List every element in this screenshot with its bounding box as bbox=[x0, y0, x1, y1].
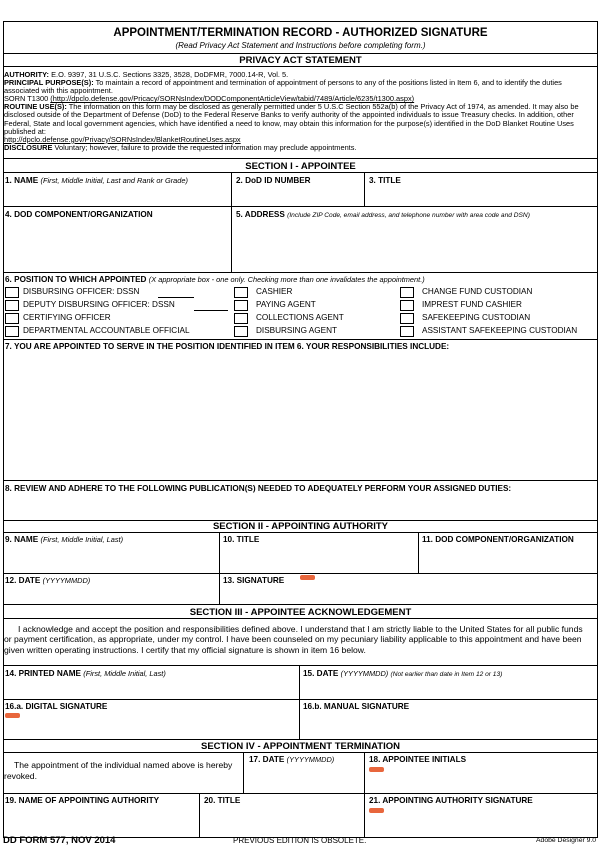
option-departmental-accountable-official: DEPARTMENTAL ACCOUNTABLE OFFICIAL bbox=[23, 326, 190, 335]
item15-date-label: 15. DATE (YYYYMMDD) (Not earlier than date in Item 12 or 13) bbox=[303, 669, 503, 678]
item19-authority-name-field[interactable] bbox=[6, 808, 196, 834]
checkbox-imprest-fund-cashier[interactable] bbox=[400, 300, 414, 311]
checkbox-cashier[interactable] bbox=[234, 287, 248, 298]
item8-publications-field[interactable] bbox=[6, 496, 594, 516]
disclosure-text: Voluntary; however, failure to provide the requested information may preclude appointments. bbox=[54, 142, 357, 152]
option-assistant-safekeeping-custodian: ASSISTANT SAFEKEEPING CUSTODIAN bbox=[422, 326, 578, 335]
section4-heading: SECTION IV - APPOINTMENT TERMINATION bbox=[201, 741, 400, 752]
routine-label: ROUTINE USE(S): bbox=[4, 102, 67, 112]
item14-printed-name-field[interactable] bbox=[6, 681, 296, 697]
dssn-line-2 bbox=[194, 310, 228, 311]
item18-initials-flag-icon[interactable] bbox=[369, 767, 384, 772]
item11-component-label: 11. DOD COMPONENT/ORGANIZATION bbox=[422, 535, 574, 544]
option-cashier: CASHIER bbox=[256, 287, 293, 296]
authority-label: AUTHORITY: bbox=[4, 70, 50, 79]
item12-date-field[interactable] bbox=[6, 588, 216, 602]
authority-text: E.O. 9397, 31 U.S.C. Sections 3325, 3528, DoDFMR, 7000.14-R, Vol. 5. bbox=[51, 70, 289, 79]
checkbox-safekeeping-custodian[interactable] bbox=[400, 313, 414, 324]
item2-dodid-field[interactable] bbox=[235, 188, 361, 204]
item21-signature-flag-icon[interactable] bbox=[369, 808, 384, 813]
form-number: DD FORM 577, NOV 2014 bbox=[3, 835, 116, 846]
item2-dodid-label: 2. DoD ID NUMBER bbox=[236, 176, 311, 185]
privacy-heading: PRIVACY ACT STATEMENT bbox=[239, 55, 362, 66]
dssn-line-1 bbox=[158, 297, 194, 298]
item16a-digital-signature-label: 16.a. DIGITAL SIGNATURE bbox=[5, 702, 108, 711]
item5-address-field[interactable] bbox=[235, 222, 594, 268]
privacy-statement bbox=[4, 71, 596, 152]
option-collections-agent: COLLECTIONS AGENT bbox=[256, 313, 344, 322]
option-imprest-fund-cashier: IMPREST FUND CASHIER bbox=[422, 300, 522, 309]
option-change-fund-custodian: CHANGE FUND CUSTODIAN bbox=[422, 287, 533, 296]
item4-component-label: 4. DOD COMPONENT/ORGANIZATION bbox=[5, 210, 153, 219]
item3-title-label: 3. TITLE bbox=[369, 176, 401, 185]
item17-date-label: 17. DATE (YYYYMMDD) bbox=[249, 755, 335, 764]
item18-initials-label: 18. APPOINTEE INITIALS bbox=[369, 755, 467, 764]
item16a-signature-flag-icon[interactable] bbox=[5, 713, 20, 718]
obsolete-notice: PREVIOUS EDITION IS OBSOLETE. bbox=[233, 836, 367, 845]
routine-link[interactable]: http://dpclo.defense.gov/Privacy/SORNsIndex/BlanketRoutineUses.aspx bbox=[4, 134, 241, 144]
item14-printed-name-label: 14. PRINTED NAME (First, Middle Initial, Last) bbox=[5, 669, 166, 678]
item1-name-field[interactable] bbox=[6, 188, 228, 204]
item20-title-field[interactable] bbox=[204, 808, 361, 834]
option-paying-agent: PAYING AGENT bbox=[256, 300, 316, 309]
form-subtitle: (Read Privacy Act Statement and Instructions before completing form.) bbox=[175, 41, 426, 50]
acknowledgement-text: I acknowledge and accept the position and responsibilities defined above. I understand that I am strictly liable to the United States for all public funds or payment certification, as appropriate, under my control. I have been counseled on my pecuniary liability applicable to this appointment and have been given written operating instructions. I certify that my official signature is shown in item 16 below. bbox=[4, 624, 583, 655]
designer-version: Adobe Designer 9.0 bbox=[536, 837, 597, 844]
checkbox-disbursing-officer[interactable] bbox=[5, 287, 19, 298]
section1-heading: SECTION I - APPOINTEE bbox=[245, 161, 356, 172]
item17-date-field[interactable] bbox=[249, 767, 361, 789]
option-disbursing-agent: DISBURSING AGENT bbox=[256, 326, 337, 335]
item10-title-field[interactable] bbox=[223, 547, 415, 569]
option-disbursing-officer: DISBURSING OFFICER: DSSN bbox=[23, 287, 140, 296]
checkbox-certifying-officer[interactable] bbox=[5, 313, 19, 324]
item7-responsibilities-label: 7. YOU ARE APPOINTED TO SERVE IN THE POSITION IDENTIFIED IN ITEM 6. YOUR RESPONSIBILITIES INCLUDE: bbox=[5, 342, 450, 351]
item16b-manual-signature-label: 16.b. MANUAL SIGNATURE bbox=[303, 702, 410, 711]
option-certifying-officer: CERTIFYING OFFICER bbox=[23, 313, 111, 322]
section2-heading: SECTION II - APPOINTING AUTHORITY bbox=[212, 521, 389, 532]
checkbox-disbursing-agent[interactable] bbox=[234, 326, 248, 337]
option-safekeeping-custodian: SAFEKEEPING CUSTODIAN bbox=[422, 313, 531, 322]
disclosure-label: DISCLOSURE bbox=[4, 142, 53, 152]
item13-signature-label: 13. SIGNATURE bbox=[223, 576, 285, 585]
section3-heading: SECTION III - APPOINTEE ACKNOWLEDGEMENT bbox=[189, 607, 412, 618]
routine-text: The information on this form may be disclosed as generally permitted under 5 U.S.C Section 552a(b) of the Privacy Act of 1974, as amended. It may also be disclosed outside of the Department of Defense (DoD) to the Federal Reserve Banks to verify authority of the appointed individuals to issue Treasury checks. In addition, other Federal, State and local government agencies, which have identified a need to know, may obtain this information for the purpose(s) identified in the DoD Blanket Routine Uses published at: bbox=[4, 102, 579, 136]
item8-publications-label: 8. REVIEW AND ADHERE TO THE FOLLOWING PUBLICATION(S) NEEDED TO ADEQUATELY PERFORM YOUR ASSIGNED DUTIES: bbox=[5, 484, 512, 493]
form-title: APPOINTMENT/TERMINATION RECORD - AUTHORIZED SIGNATURE bbox=[113, 27, 488, 39]
item19-authority-name-label: 19. NAME OF APPOINTING AUTHORITY bbox=[5, 796, 160, 805]
sorn-link[interactable]: (http://dpclo.defense.gov/Pricacy/SORNsIndex/DODComponentArticleView/tabid/7489/Article/6235/t1300.aspx) bbox=[50, 94, 415, 104]
item11-component-field[interactable] bbox=[422, 547, 594, 569]
checkbox-departmental-accountable-official[interactable] bbox=[5, 326, 19, 337]
revocation-text: The appointment of the individual named above is hereby revoked. bbox=[4, 760, 233, 781]
item6-position-label: 6. POSITION TO WHICH APPOINTED (X appropriate box - one only. Checking more than one invalidates the appointment.) bbox=[5, 275, 425, 284]
item13-signature-flag-icon[interactable] bbox=[300, 575, 315, 580]
checkbox-collections-agent[interactable] bbox=[234, 313, 248, 324]
item10-title-label: 10. TITLE bbox=[223, 535, 260, 544]
item21-authority-signature-label: 21. APPOINTING AUTHORITY SIGNATURE bbox=[369, 796, 533, 805]
item3-title-field[interactable] bbox=[368, 188, 594, 204]
item9-name-field[interactable] bbox=[6, 547, 216, 569]
purpose-label: PRINCIPAL PURPOSE(S): bbox=[4, 78, 94, 88]
item12-date-label: 12. DATE (YYYYMMDD) bbox=[5, 576, 91, 585]
item16b-manual-signature-field[interactable] bbox=[303, 714, 594, 736]
item9-name-label: 9. NAME (First, Middle Initial, Last) bbox=[5, 535, 124, 544]
checkbox-paying-agent[interactable] bbox=[234, 300, 248, 311]
option-deputy-disbursing-officer: DEPUTY DISBURSING OFFICER: DSSN bbox=[23, 300, 175, 309]
item5-address-label: 5. ADDRESS (Include ZIP Code, email address, and telephone number with area code and DSN) bbox=[236, 210, 530, 219]
checkbox-change-fund-custodian[interactable] bbox=[400, 287, 414, 298]
item4-component-field[interactable] bbox=[6, 222, 228, 268]
purpose-text: To maintain a record of appointment and termination of appointment of persons to any of the positions listed in Item 6, and to identify the duties associated with this appointment. bbox=[4, 78, 562, 96]
sorn-text: SORN T1300 bbox=[4, 94, 49, 104]
checkbox-deputy-disbursing-officer[interactable] bbox=[5, 300, 19, 311]
checkbox-assistant-safekeeping-custodian[interactable] bbox=[400, 326, 414, 337]
item7-responsibilities-field[interactable] bbox=[6, 354, 594, 476]
item20-title-label: 20. TITLE bbox=[204, 796, 241, 805]
item15-date-field[interactable] bbox=[303, 681, 594, 697]
item1-name-label: 1. NAME (First, Middle Initial, Last and Rank or Grade) bbox=[5, 176, 188, 185]
